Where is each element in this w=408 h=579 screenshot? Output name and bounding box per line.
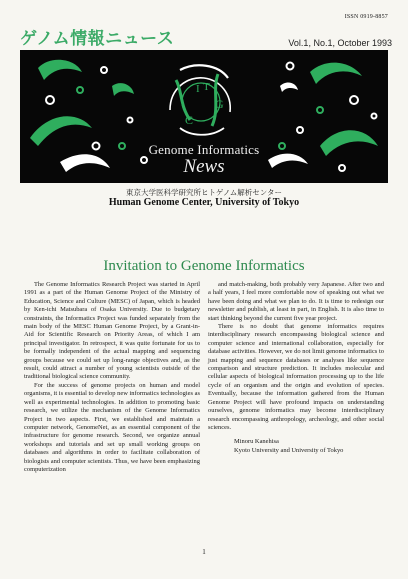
issue-info: Vol.1, No.1, October 1993 xyxy=(288,38,392,48)
article-column-left xyxy=(24,281,200,474)
institute-english-name: Human Genome Center, University of Tokyo xyxy=(108,197,300,208)
author-name: Minoru Kanehisa xyxy=(234,438,279,446)
banner-subtitle: News xyxy=(183,156,225,177)
article-paragraph: There is no doubt that genome informatics requires interdisciplinary research encompassing biological science and computer science and international collaboration, especially for database activities. However, we do not limit genome informatics to just mapping and sequence databases or analyses like sequence comparison and structure prediction. It includes molecular and cellular aspects of biological information processing up to the life cycle of an organism and the origin and evolution of species. Eventually, because the information gathered from the Human Genome Project will have profound impacts on understanding ourselves, genome informatics may become interdisciplinary research encompassing anthropology, archeology, and other social sciences. xyxy=(208,323,384,431)
institute-japanese-name: 東京大学医科学研究所ヒトゲノム解析センター xyxy=(126,188,282,197)
logo-letter: C xyxy=(185,113,194,127)
logo-letter: G xyxy=(215,97,224,111)
swoosh-shape xyxy=(280,83,298,92)
newsletter-japanese-title: ゲノム情報ニュース xyxy=(20,29,175,49)
swoosh-shape xyxy=(112,83,134,96)
itgc-emblem xyxy=(170,65,230,134)
swoosh-shape xyxy=(38,60,82,80)
article-column-right xyxy=(208,281,384,455)
banner-title: Genome Informatics xyxy=(148,142,260,157)
logo-letter: T xyxy=(203,81,210,93)
cover-banner xyxy=(20,50,388,183)
logo-letter: I xyxy=(196,83,200,95)
article-paragraph: and match-making, both probably very Japanese. After two and a half years, I feel more comfortable now of speaking out what we have been doing and what we plan to do. It is time to redesign our newsletter and publish, at least in part, in English. It is also time to start thinking beyond the current five year project. xyxy=(208,281,384,322)
article-paragraph: For the success of genome projects on human and model organisms, it is essential to develop new informatics technologies as well as experimental technologies. In addition to promoting basic research, we utilize the mechanism of the Genome Informatics Project in two aspects. First, we established and maintain a computer network, GenomeNet, as an essential component of the infrastructure for genome research. Second, we organize annual workshops and tutorials and set up small working groups on databases and algorithms in order to facilitate collaboration of biologists and computer scientists. Thus, we have been emphasizing computerization xyxy=(24,381,200,473)
article-headline: Invitation to Genome Informatics xyxy=(103,258,305,274)
author-affiliation: Kyoto University and University of Tokyo xyxy=(234,446,344,454)
page-number: 1 xyxy=(202,548,206,556)
article-paragraph: The Genome Informatics Research Project was started in April 1991 as a part of the Human Genome Project of the Ministry of Education, Science and Culture (MESC) of Japan, which is headed by Ken-ichi Matsubara of Osaka University. Due to budgetary constraints, the Informatics Project was funded separately from the main body of the MESC Human Genome Project, by a Grant-in-Aid for Scientific Research on Priority Areas, of which I am principal investigator. In retrospect, it was quite fortunate for us to be formally independent of the actual mapping and sequencing groups because we could set up long-range objectives and, as the result, could attract a number of young scientists outside of the traditional biological science community. xyxy=(24,281,200,381)
author-signature xyxy=(208,438,384,455)
issn-number: ISSN 0919-8857 xyxy=(344,14,388,20)
swoosh-shape xyxy=(310,63,362,84)
